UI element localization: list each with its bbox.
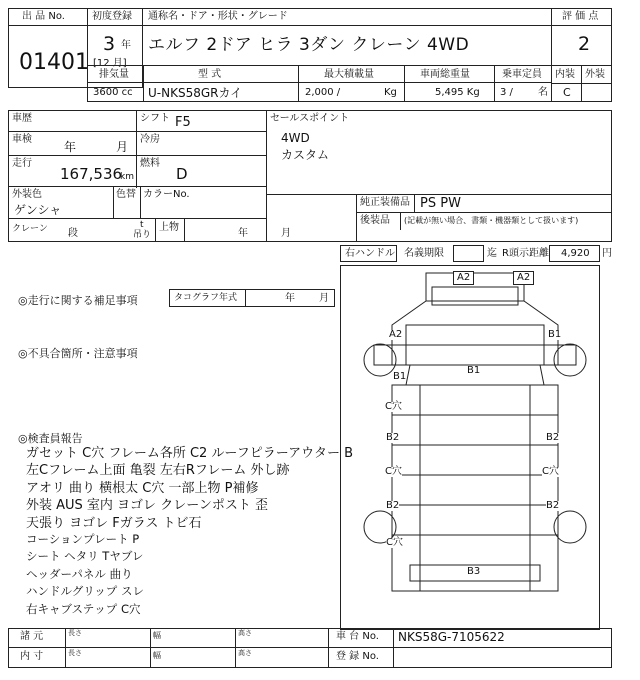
- odo-unit: 円: [602, 248, 612, 259]
- tacho-label: タコグラフ年式: [174, 293, 238, 303]
- inspection-month: 月: [116, 140, 129, 154]
- inspector-line: シート ヘタリ Tヤブレ: [26, 549, 144, 564]
- width-label-1: 幅: [153, 631, 161, 640]
- first-reg-divider: [87, 25, 143, 26]
- odo-value: 4,920: [561, 248, 590, 259]
- car-name: エルフ 2ドア ヒラ 3ダン クレーン 4WD: [148, 35, 470, 55]
- detail-row-2: [8, 155, 266, 156]
- damage-mark: B1: [467, 365, 481, 376]
- spec-col-4: [494, 65, 495, 102]
- capacity-label: 乗車定員: [502, 69, 542, 80]
- damage-mark: A2: [513, 271, 534, 285]
- model-label: 通称名・ドア・形状・グレード: [148, 11, 288, 22]
- sales-point-1: 4WD: [281, 131, 310, 145]
- footer-box: [8, 628, 612, 668]
- damage-mark: C穴: [542, 466, 559, 477]
- detail-col-a: [136, 110, 137, 188]
- driving-notes-label: ◎走行に関する補足事項: [18, 294, 138, 307]
- bed-shape: [392, 385, 558, 591]
- footer-col-2: [150, 628, 151, 668]
- first-reg-year: 3: [103, 33, 116, 55]
- interior-size-label: 内 寸: [20, 651, 44, 662]
- color-label: 外装色: [12, 189, 42, 200]
- inspector-report-label: ◎検査員報告: [18, 432, 83, 445]
- handle-value: 右ハンドル: [345, 248, 395, 259]
- inspection-label: 車検: [12, 134, 32, 145]
- detail-col-f: [184, 218, 185, 242]
- inspector-line: ガセット C穴 フレーム各所 C2 ルーフピラーアウター B: [26, 446, 354, 461]
- length-label-2: 長さ: [68, 649, 82, 657]
- height-label-1: 高さ: [238, 629, 252, 637]
- footer-col-5: [393, 628, 394, 668]
- defect-notes-label: ◎不具合箇所・注意事項: [18, 347, 138, 360]
- wheel-front-left-shape: [364, 344, 396, 376]
- color-code-label: 色替: [116, 189, 136, 200]
- capacity-value: 3 /: [500, 87, 513, 98]
- damage-mark: B3: [467, 566, 481, 577]
- first-reg-month: [12 月]: [93, 58, 127, 69]
- damage-mark: C穴: [385, 466, 402, 477]
- upper-month: 月: [281, 228, 291, 239]
- tacho-year: 年: [285, 293, 295, 304]
- history-label: 車歴: [12, 113, 32, 124]
- spec-col-1: [143, 65, 144, 102]
- size-label: 諸 元: [20, 631, 44, 642]
- color-value: ゲンシャ: [14, 203, 62, 217]
- lot-number: 01401: [19, 50, 89, 75]
- upper-label: 上物: [159, 222, 179, 233]
- registration-label: 登 録 No.: [336, 651, 379, 662]
- cab-roof-shape: [374, 345, 576, 365]
- spec-col-3: [404, 65, 405, 102]
- footer-col-1: [65, 628, 66, 668]
- model-code-value: U-NKS58GRカイ: [148, 86, 243, 100]
- chassis-label: 車 台 No.: [336, 631, 379, 642]
- mileage-unit: km: [120, 172, 134, 182]
- crane-stage: 段: [68, 228, 78, 239]
- damage-mark: B2: [546, 432, 560, 443]
- cab-front-shape: [392, 301, 558, 365]
- damage-mark: B2: [386, 432, 400, 443]
- aftermarket-note: (記載が無い場合、書類・機器類として扱います): [404, 216, 579, 225]
- detail-col-d: [140, 186, 141, 218]
- chassis-value: NKS58G-7105622: [398, 630, 505, 644]
- inspector-line: アオリ 曲り 横根太 C穴 一部上物 P補修: [26, 480, 259, 496]
- displacement-label: 排気量: [99, 69, 129, 80]
- width-label-2: 幅: [153, 651, 161, 660]
- equipment-value: PS PW: [420, 196, 461, 211]
- gross-weight-label: 車両総重量: [420, 69, 470, 80]
- lot-label: 出 品 No.: [22, 11, 65, 22]
- max-load-label: 最大積載量: [324, 69, 374, 80]
- spec-col-2: [298, 65, 299, 102]
- first-reg-year-unit: 年: [121, 40, 131, 51]
- tacho-col: [245, 289, 246, 307]
- inspection-year: 年: [64, 140, 77, 154]
- ac-label: 冷房: [140, 134, 160, 145]
- rating-divider: [551, 25, 612, 26]
- deferred-label: 迄: [487, 248, 497, 259]
- upper-year: 年: [238, 228, 248, 239]
- footer-col-3: [235, 628, 236, 668]
- interior-grade-value: C: [563, 86, 571, 99]
- max-load-unit: Kg: [384, 87, 397, 98]
- damage-mark: A2: [453, 271, 474, 285]
- tacho-month: 月: [319, 293, 329, 304]
- crane-lift: 吊り: [133, 230, 152, 240]
- model-divider: [142, 25, 552, 26]
- odo-label: R頭示距離: [502, 248, 549, 259]
- model-code-label: 型 式: [198, 69, 222, 80]
- inspector-line: ハンドルグリップ スレ: [26, 584, 144, 599]
- mileage-value: 167,536: [60, 165, 123, 183]
- lot-divider: [8, 25, 88, 26]
- spec-divider: [87, 82, 552, 83]
- detail-row-4: [8, 218, 266, 219]
- detail-row-3: [8, 186, 266, 187]
- inspector-line: 左Cフレーム上面 亀裂 左右Rフレーム 外し跡: [26, 463, 290, 479]
- rating-value: 2: [578, 33, 591, 55]
- fuel-value: D: [176, 165, 188, 183]
- rating-label: 評 価 点: [562, 11, 599, 22]
- detail-col-e: [155, 218, 156, 242]
- name-change-box: [453, 245, 484, 262]
- footer-divider: [8, 647, 612, 648]
- damage-mark: A2: [389, 329, 403, 340]
- footer-col-4: [328, 628, 329, 668]
- grille-shape: [432, 287, 518, 305]
- detail-col-c: [113, 186, 114, 218]
- interior-grade-label: 内装: [555, 69, 575, 80]
- inspector-line: ヘッダーパネル 曲り: [26, 566, 133, 581]
- length-label-1: 長さ: [68, 629, 82, 637]
- crane-ton: t: [140, 220, 144, 230]
- equipment-col: [414, 194, 415, 212]
- exterior-grade-label: 外装: [585, 69, 605, 80]
- damage-mark: C穴: [386, 537, 403, 548]
- sales-point-2: カスタム: [281, 148, 330, 162]
- inspector-line: 外装 AUS 室内 ヨゴレ クレーンポスト 歪: [26, 498, 269, 514]
- color-no-label: カラーNo.: [143, 189, 190, 200]
- damage-mark: B1: [393, 371, 407, 382]
- name-change-label: 名義期限: [404, 248, 444, 259]
- first-reg-label: 初度登録: [92, 11, 132, 22]
- height-label-2: 高さ: [238, 649, 252, 657]
- aftermarket-label: 後装品: [360, 215, 390, 226]
- shift-label: シフト: [140, 113, 170, 124]
- crane-label: クレーン: [12, 224, 48, 234]
- max-load-value: 2,000 /: [305, 87, 341, 98]
- damage-mark: C穴: [385, 401, 402, 412]
- aftermarket-col: [400, 212, 401, 230]
- fuel-label: 燃料: [140, 158, 160, 169]
- displacement-value: 3600 cc: [93, 87, 133, 98]
- inspector-line: 天張り ヨゴレ Fガラス トビ石: [26, 515, 202, 531]
- wheel-rear-right-shape: [554, 511, 586, 543]
- wheel-front-right-shape: [554, 344, 586, 376]
- damage-mark: B1: [548, 329, 562, 340]
- equipment-divider: [356, 212, 612, 213]
- mileage-label: 走行: [12, 158, 32, 169]
- damage-mark: B2: [546, 500, 560, 511]
- detail-row-1: [8, 131, 266, 132]
- gross-weight-value: 5,495 Kg: [435, 87, 480, 98]
- inspector-line: 右キャブステップ C穴: [26, 601, 141, 616]
- inspector-line: コーションプレート P: [26, 532, 140, 546]
- capacity-unit: 名: [538, 87, 548, 98]
- damage-mark: B2: [386, 500, 400, 511]
- grade-inner-divider: [551, 83, 612, 84]
- sales-point-label: セールスポイント: [270, 113, 350, 124]
- shift-value: F5: [175, 115, 191, 130]
- equipment-label: 純正装備品: [360, 197, 410, 208]
